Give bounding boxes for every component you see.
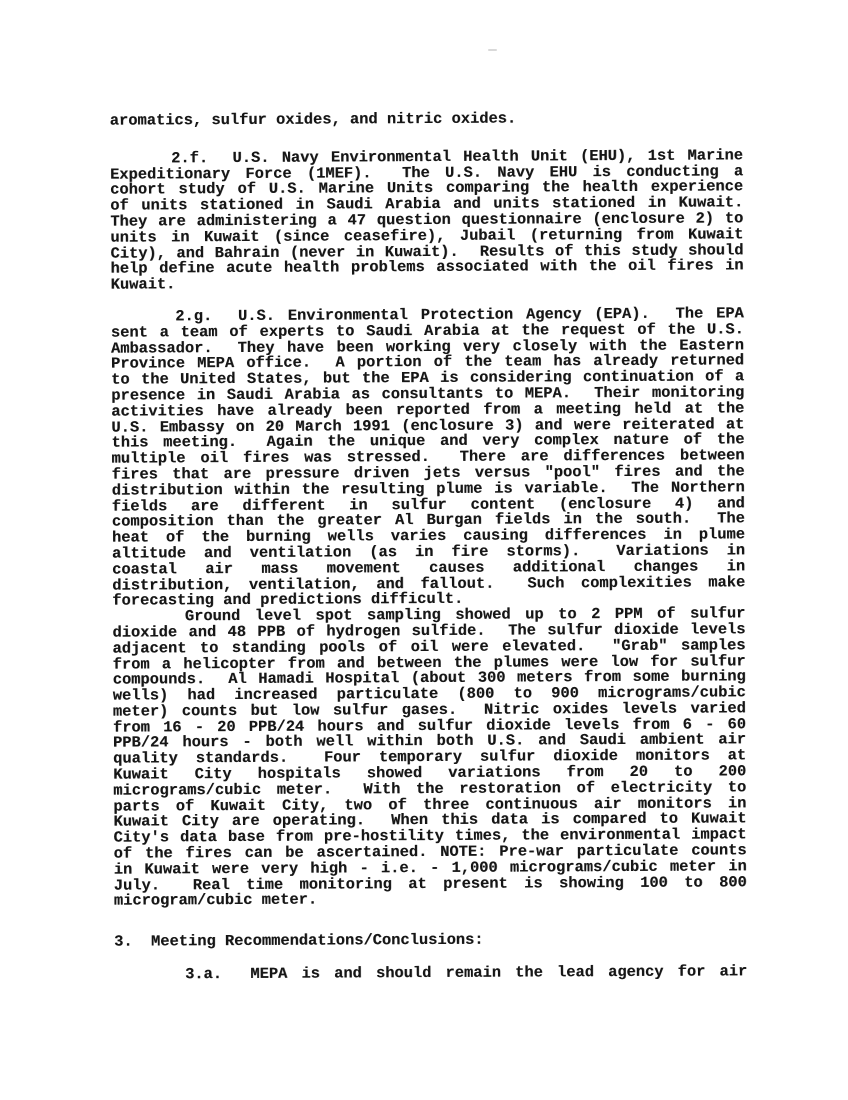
text-line: from a helicopter from and between the plumes were low for sulfur [112, 651, 746, 674]
text-line: coastal air mass movement causes additional changes in [112, 557, 746, 579]
para-2f [110, 148, 744, 293]
text-line: Expeditionary Force (1MEF). The U.S. Navy EHU is conducting a [109, 161, 744, 184]
text-line: from 16 - 20 PPB/24 hours and sulfur dioxide levels from 6 - 60 [112, 715, 746, 737]
text-line: fields are different in sulfur content (enclosure 4) and [111, 493, 745, 516]
text-line: Kuwait City are operating. When this data is compared to Kuwait [113, 809, 747, 832]
para-aromatics [110, 110, 743, 129]
para-ground-sampling [112, 606, 747, 909]
document-text [110, 110, 748, 983]
text-line: Ambassador. They have been working very closely with the Eastern [110, 335, 744, 358]
text-line: Kuwait City hospitals showed variations from 20 to 200 [113, 762, 747, 784]
text-line: compounds. Al Hamadi Hospital (about 300 meters from some burning [112, 667, 746, 689]
text-line: They are administering a 47 question questionnaire (enclosure 2) to [110, 209, 744, 231]
text-line: micrograms/cubic meter. With the restoration of electricity to [113, 778, 747, 800]
text-line: altitude and ventilation (as in fire storms). Variations in [111, 541, 746, 563]
text-line: this meeting. Again the unique and very complex nature of the [111, 430, 745, 453]
text-line: multiple oil fires was stressed. There are differences between [111, 446, 745, 468]
text-line: meter) counts but low sulfur gases. Nitric oxides levels varied [112, 699, 746, 721]
text-line: fires that are pressure driven jets versus "pool" fires and the [111, 462, 745, 484]
text-line: distribution within the resulting plume is variable. The Northern [111, 478, 745, 500]
text-line: Kuwait. [110, 275, 176, 294]
text-line: forecasting and predictions difficult. [112, 590, 464, 610]
text-line: City), and Bahrain (never in Kuwait). Results of this study should [110, 240, 744, 263]
text-line: presence in Saudi Arabia as consultants to MEPA. Their monitoring [111, 383, 745, 405]
text-line: dioxide and 48 PPB of hydrogen sulfide. The sulfur dioxide levels [112, 620, 746, 642]
text-line: July. Real time monitoring at present is showing 100 to 800 [113, 872, 747, 895]
text-line: aromatics, sulfur oxides, and nitric oxides. [109, 109, 517, 130]
text-line: quality standards. Four temporary sulfur dioxide monitors at [113, 746, 747, 768]
text-line: cohort study of U.S. Marine Units comparing the health experience [110, 177, 744, 200]
text-line: Province MEPA office. A portion of the team has already returned [110, 351, 745, 374]
text-line: sent a team of experts to Saudi Arabia at the request of the U.S. [110, 320, 744, 342]
text-line: parts of Kuwait City, two of three continuous air monitors in [113, 794, 747, 816]
text-line: Ground level spot sampling showed up to 2 PPM of sulfur [112, 604, 746, 626]
text-line: microgram/cubic meter. [113, 891, 318, 911]
text-line: units in Kuwait (since ceasefire), Jubail (returning from Kuwait [110, 225, 744, 247]
para-3a [114, 964, 747, 983]
text-line: adjacent to standing pools of oil were elevated. "Grab" samples [112, 636, 746, 658]
text-line: of units stationed in Saudi Arabia and units stationed in Kuwait. [110, 193, 744, 215]
text-line: heat of the burning wells varies causing differences in plume [111, 525, 745, 547]
text-line: in Kuwait were very high - i.e. - 1,000 micrograms/cubic meter in [113, 857, 747, 879]
text-line: PPB/24 hours - both well within both U.S. and Saudi ambient air [112, 730, 747, 753]
para-2g [111, 306, 746, 609]
section-3-heading [114, 932, 747, 951]
text-line: of the fires can be ascertained. NOTE: Pre-war particulate counts [113, 841, 747, 863]
text-line: 3.a. MEPA is and should remain the lead agency for air [114, 962, 748, 984]
text-line: 3. Meeting Recommendations/Conclusions: [114, 930, 484, 951]
scan-artifact [488, 49, 497, 51]
text-line: composition than the greater Al Burgan fields in the south. The [111, 509, 745, 531]
text-line: help define acute health problems associated with the oil fires in [110, 256, 744, 279]
text-line: U.S. Embassy on 20 March 1991 (enclosure 3) and were reiterated at [111, 414, 745, 437]
text-line: 2.g. U.S. Environmental Protection Agency (EPA). The EPA [110, 304, 744, 326]
text-line: City's data base from pre-hostility times, the environmental impact [113, 825, 747, 847]
text-line: activities have already been reported from a meeting held at the [111, 399, 745, 421]
text-line: to the United States, but the EPA is considering continuation of a [111, 367, 745, 389]
text-line: distribution, ventilation, and fallout. Such complexities make [112, 572, 746, 595]
text-line: 2.f. U.S. Navy Environmental Health Unit (EHU), 1st Marine [109, 146, 744, 168]
text-line: wells) had increased particulate (800 to 900 micrograms/cubic [112, 683, 746, 705]
